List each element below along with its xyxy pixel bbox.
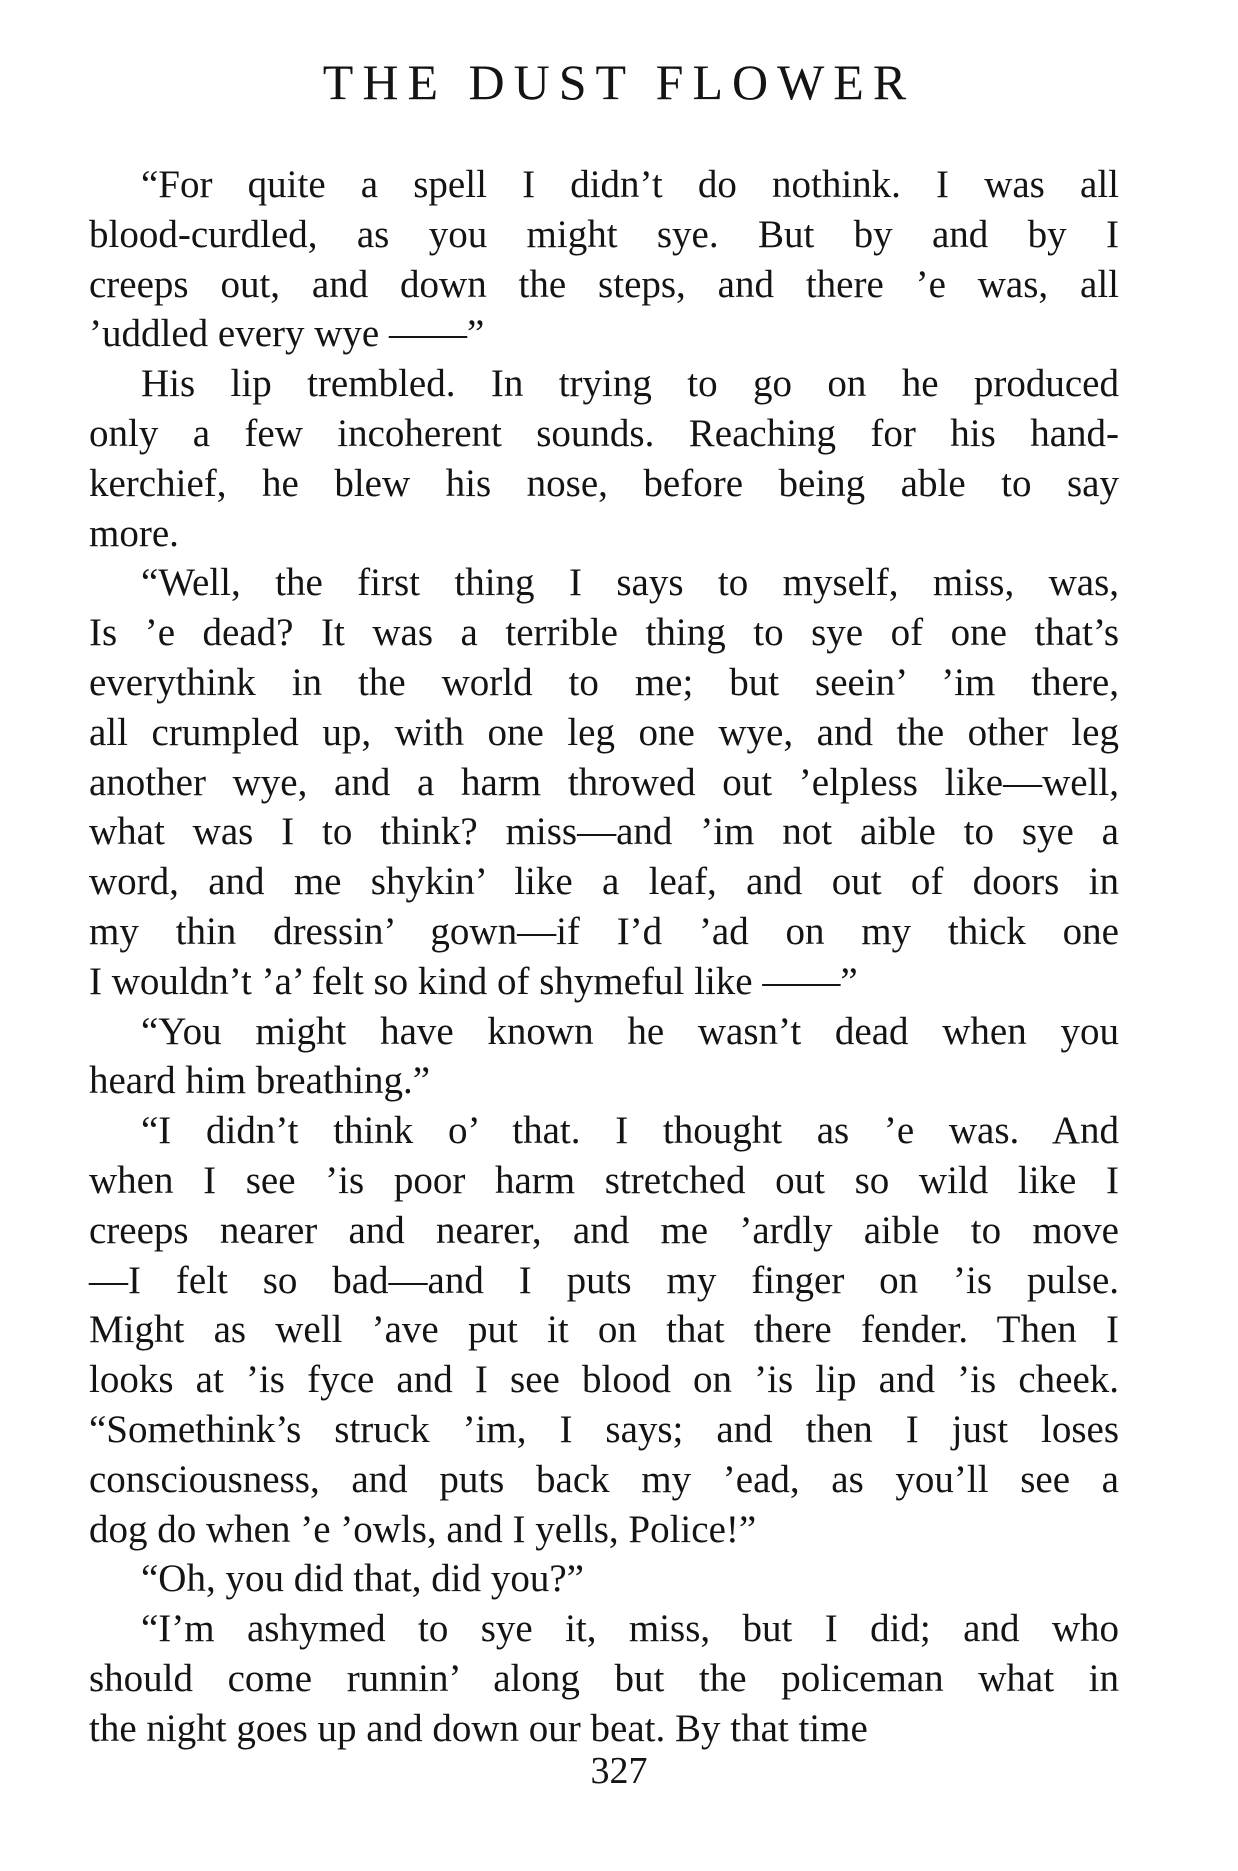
text-line: blood-curdled, as you might sye. But by and by I xyxy=(89,212,1119,256)
text-line: consciousness, and puts back my ’ead, as you’ll see a xyxy=(89,1457,1119,1501)
text-line: Might as well ’ave put it on that there fender. Then I xyxy=(89,1308,1119,1352)
text-line: ’uddled every wye ——” xyxy=(89,312,485,356)
text-line: “Oh, you did that, did you?” xyxy=(141,1557,584,1601)
text-line: the night goes up and down our beat. By that time xyxy=(89,1706,868,1750)
text-line: should come runnin’ along but the policeman what in xyxy=(89,1656,1119,1700)
text-line: His lip trembled. In trying to go on he produced xyxy=(141,362,1119,406)
text-line: —I felt so bad—and I puts my finger on ’is pulse. xyxy=(89,1258,1119,1302)
text-line: my thin dressin’ gown—if I’d ’ad on my thick one xyxy=(89,909,1119,953)
page-number: 327 xyxy=(590,1750,648,1792)
text-line: only a few incoherent sounds. Reaching for his hand- xyxy=(89,411,1119,455)
body-text xyxy=(89,160,1119,1754)
text-line: what was I to think? miss—and ’im not aible to sye a xyxy=(89,810,1119,854)
text-line: creeps nearer and nearer, and me ’ardly aible to move xyxy=(89,1208,1119,1252)
running-head: THE DUST FLOWER xyxy=(322,54,916,110)
text-line: everythink in the world to me; but seein’ ’im there, xyxy=(89,660,1119,704)
paragraph xyxy=(89,1554,1119,1604)
text-line: creeps out, and down the steps, and there ’e was, all xyxy=(89,262,1119,306)
text-line: “Well, the first thing I says to myself, miss, was, xyxy=(141,561,1119,605)
paragraph xyxy=(89,558,1119,1006)
paragraph xyxy=(89,359,1119,558)
text-line: Is ’e dead? It was a terrible thing to sye of one that’s xyxy=(89,611,1119,655)
text-line: word, and me shykin’ like a leaf, and out of doors in xyxy=(89,860,1119,904)
text-line: “You might have known he wasn’t dead when you xyxy=(141,1009,1119,1053)
text-line: “For quite a spell I didn’t do nothink. I was all xyxy=(141,163,1119,206)
text-line: more. xyxy=(89,511,179,555)
paragraph xyxy=(89,1604,1119,1753)
paragraph xyxy=(89,1106,1119,1554)
text-line: kerchief, he blew his nose, before being able to say xyxy=(89,461,1119,505)
text-line: all crumpled up, with one leg one wye, and the other leg xyxy=(89,710,1119,754)
text-line: heard him breathing.” xyxy=(89,1059,431,1103)
paragraph xyxy=(89,1007,1119,1107)
text-line: dog do when ’e ’owls, and I yells, Police!” xyxy=(89,1507,757,1551)
text-line: when I see ’is poor harm stretched out so wild like I xyxy=(89,1158,1119,1202)
text-line: “I’m ashymed to sye it, miss, but I did; and who xyxy=(141,1607,1119,1651)
text-line: looks at ’is fyce and I see blood on ’is lip and ’is cheek. xyxy=(89,1358,1119,1402)
text-line: another wye, and a harm throwed out ’elpless like—well, xyxy=(89,760,1119,804)
text-line: I wouldn’t ’a’ felt so kind of shymeful like ——” xyxy=(89,959,858,1003)
text-line: “Somethink’s struck ’im, I says; and then I just loses xyxy=(89,1407,1119,1451)
paragraph xyxy=(89,160,1119,359)
text-line: “I didn’t think o’ that. I thought as ’e was. And xyxy=(141,1109,1119,1153)
